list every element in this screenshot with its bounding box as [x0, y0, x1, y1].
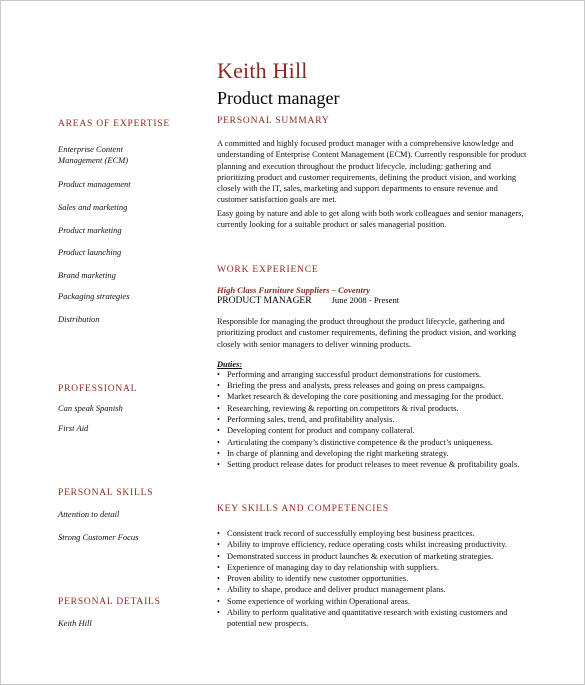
expertise-item: Product launching — [58, 247, 122, 257]
list-item: • Researching, reviewing & reporting on competitors & rival products. — [217, 403, 459, 413]
list-item: • Market research & developing the core positioning and messaging for the product. — [217, 392, 504, 402]
bullet-icon: • — [217, 460, 220, 470]
professional-item: First Aid — [58, 423, 89, 433]
experience-section — [217, 265, 529, 471]
skills-section — [217, 504, 529, 630]
bullet-icon: • — [217, 381, 220, 391]
list-item: • Demonstrated success in product launches & execution of marketing strategies. — [217, 551, 494, 561]
duties-label: Duties: — [217, 359, 243, 369]
list-item: • Ability to improve efficiency, reduce operating costs whilst increasing productivity. — [217, 540, 507, 550]
list-item: • Some experience of working within Operational areas. — [217, 596, 411, 606]
job-description: Responsible for managing the product throughout the product lifecycle, gathering and prioritizing product and customer requirements, defining the product vision, and working closely with senior managers to deliver winning products. — [217, 317, 517, 349]
bullet-icon: • — [217, 437, 220, 447]
expertise-item: Sales and marketing — [58, 202, 128, 212]
personal-details-heading: PERSONAL DETAILS — [58, 597, 161, 607]
skills-list — [217, 528, 529, 630]
candidate-title: Product manager — [217, 88, 340, 108]
experience-heading: WORK EXPERIENCE — [217, 265, 319, 275]
summary-heading: PERSONAL SUMMARY — [217, 116, 330, 126]
personal-skills-item: Attention to detail — [58, 509, 120, 519]
personal-skills-heading: PERSONAL SKILLS — [58, 488, 154, 498]
personal-skills-item: Strong Customer Focus — [58, 532, 139, 542]
bullet-icon: • — [217, 608, 220, 618]
bullet-icon: • — [217, 596, 220, 606]
expertise-item: Brand marketing — [58, 270, 116, 280]
candidate-name: Keith Hill — [217, 58, 308, 83]
bullet-icon: • — [217, 585, 220, 595]
list-item: • Experience of managing day to day relationship with suppliers. — [217, 562, 439, 572]
job-dates: June 2008 - Present — [331, 295, 400, 305]
list-item: • Performing and arranging successful product demonstrations for customers. — [217, 369, 481, 379]
professional-heading: PROFESSIONAL — [58, 384, 138, 394]
expertise-item: Packaging strategies — [58, 291, 130, 301]
personal-details-item: Keith Hill — [58, 618, 92, 628]
list-item: • Consistent track record of successfully employing best business practices. — [217, 529, 475, 538]
summary-section — [217, 116, 529, 230]
bullet-icon: • — [217, 415, 220, 425]
bullet-icon: • — [217, 562, 220, 572]
list-item: • In charge of planning and developing the right marketing strategy. — [217, 448, 449, 458]
bullet-icon: • — [217, 540, 220, 550]
expertise-item: Enterprise Content Management (ECM) — [58, 144, 129, 165]
job-title: PRODUCT MANAGER — [217, 296, 312, 306]
bullet-icon: • — [217, 403, 220, 413]
expertise-item: Product marketing — [58, 225, 122, 235]
expertise-item: Distribution — [58, 314, 100, 324]
list-item: • Briefing the press and analysts, press releases and going on press campaigns. — [217, 381, 485, 391]
skills-heading: KEY SKILLS AND COMPETENCIES — [217, 504, 389, 514]
list-item: • Articulating the company’s distinctive competence & the product’s uniqueness. — [217, 437, 493, 447]
list-item: • Proven ability to identify new customer opportunities. — [217, 574, 409, 584]
bullet-icon: • — [217, 551, 220, 561]
bullet-icon: • — [217, 392, 220, 402]
list-item: • Developing content for product and company collateral. — [217, 426, 415, 436]
summary-paragraph: A committed and highly focused product manager with a comprehensive knowledge and understanding of Enterprise Content Management (ECM). Currently responsible for product planning and execution throughout the product lifecycle, including: gathering and prioritizing product and customer requirements, defining the product vision, and working closely with the IT, sales, marketing and support departments to ensure revenue and customer satisfaction goals are met. — [217, 139, 527, 205]
expertise-item: Product management — [58, 179, 131, 189]
duties-list — [217, 369, 529, 471]
list-item: • Ability to perform qualitative and quantitative research with existing customers and potential new prospects. — [217, 608, 508, 629]
list-item: • Setting product release dates for product releases to meet revenue & profitability goals. — [217, 460, 520, 470]
list-item: • Performing sales, trend, and profitability analysis. — [217, 415, 395, 425]
bullet-icon: • — [217, 448, 220, 458]
company-name: High Class Furniture Suppliers – Coventry — [217, 285, 371, 295]
bullet-icon: • — [217, 529, 220, 538]
job-line — [217, 295, 529, 306]
professional-item: Can speak Spanish — [58, 403, 123, 413]
list-item: • Ability to shape, produce and deliver product management plans. — [217, 585, 446, 595]
summary-paragraph: Easy going by nature and able to get along with both work colleagues and senior managers, currently looking for a suitable product or sales managerial position. — [217, 208, 524, 230]
bullet-icon: • — [217, 426, 220, 436]
bullet-icon: • — [217, 574, 220, 584]
bullet-icon: • — [217, 369, 220, 379]
expertise-heading: AREAS OF EXPERTISE — [58, 119, 171, 129]
